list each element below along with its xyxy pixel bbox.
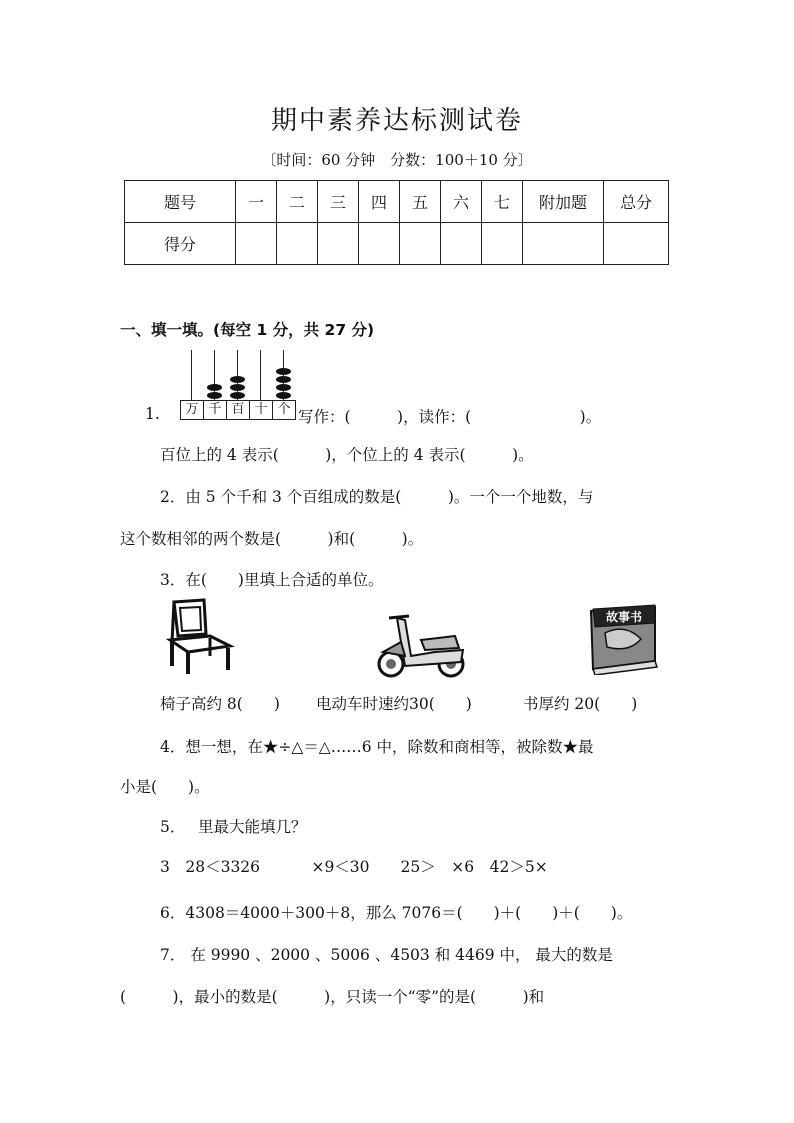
question-3: 3．在( )里填上合适的单位。 <box>160 571 384 589</box>
score-cell[interactable] <box>604 223 669 265</box>
abacus-bead <box>276 376 291 383</box>
question-4-line-a: 4．想一想，在★÷△＝△……6 中，除数和商相等，被除数★最 <box>160 738 594 756</box>
score-cell[interactable] <box>318 223 359 265</box>
abacus-figure <box>180 350 298 422</box>
score-cell[interactable] <box>482 223 523 265</box>
abacus-place: 个 <box>277 402 291 417</box>
abacus-rod <box>260 350 261 400</box>
score-header-cell: 二 <box>277 181 318 223</box>
abacus-bead <box>207 384 222 391</box>
question-1-line-a: 写作：( )，读作：( )。 <box>298 408 602 426</box>
question-2-line-b: 这个数相邻的两个数是( )和( )。 <box>120 530 424 548</box>
question-7-line-a: 7． 在 9990 、2000 、5006 、4503 和 4469 中， 最大的数是 <box>160 946 613 964</box>
abacus-bead <box>276 384 291 391</box>
storybook-title: 故事书 <box>605 610 643 624</box>
score-table <box>124 180 669 265</box>
question-3-book: 书厚约 20( ) <box>523 695 638 713</box>
question-5-items: 3 28＜3326 ×9＜30 25＞ ×6 42＞5× <box>160 858 548 876</box>
score-table-row <box>125 223 669 265</box>
question-1-line-b: 百位上的 4 表示( )，个位上的 4 表示( )。 <box>160 446 534 464</box>
abacus-bead <box>230 384 245 391</box>
score-header-cell: 四 <box>359 181 400 223</box>
chair-image <box>160 598 236 676</box>
score-header-cell: 七 <box>482 181 523 223</box>
abacus-bead <box>276 368 291 375</box>
score-header-cell: 附加题 <box>523 181 604 223</box>
storybook-image <box>585 603 661 675</box>
score-header-cell: 五 <box>400 181 441 223</box>
score-cell[interactable] <box>236 223 277 265</box>
score-header-cell: 一 <box>236 181 277 223</box>
question-3-chair: 椅子高约 8( ) <box>160 695 280 713</box>
question-3-scooter: 电动车时速约30( ) <box>316 695 472 713</box>
score-cell[interactable] <box>359 223 400 265</box>
question-2-line-a: 2．由 5 个千和 3 个百组成的数是( )。一个一个地数，与 <box>160 488 594 506</box>
score-cell[interactable] <box>441 223 482 265</box>
abacus-place: 千 <box>204 401 227 419</box>
score-header-cell: 总分 <box>604 181 669 223</box>
score-cell[interactable] <box>277 223 318 265</box>
section-heading: 一、填一填。(每空 1 分，共 27 分) <box>120 321 375 339</box>
score-cell[interactable] <box>400 223 441 265</box>
abacus-bead <box>230 376 245 383</box>
scooter-image <box>375 612 467 680</box>
question-4-line-b: 小是( )。 <box>120 778 210 796</box>
question-1-number: 1. <box>145 405 160 423</box>
abacus-bead <box>207 392 222 399</box>
page-title: 期中素养达标测试卷 <box>270 106 523 136</box>
score-row-label: 得分 <box>125 223 236 265</box>
question-5: 5． 里最大能填几？ <box>160 818 307 836</box>
abacus-place: 万 <box>181 401 204 419</box>
abacus-place: 十 <box>250 401 273 419</box>
score-cell[interactable] <box>523 223 604 265</box>
score-header-cell: 题号 <box>125 181 236 223</box>
question-6: 6．4308＝4000＋300＋8，那么 7076＝( )＋( )＋( )。 <box>160 904 633 922</box>
abacus-rod <box>191 350 192 400</box>
abacus-bead <box>230 392 245 399</box>
score-header-cell: 六 <box>441 181 482 223</box>
score-table-header-row <box>125 181 669 223</box>
abacus-place: 百 <box>227 401 250 419</box>
score-header-cell: 三 <box>318 181 359 223</box>
abacus-bead <box>276 392 291 399</box>
question-7-line-b: ( )，最小的数是( )，只读一个“零”的是( )和 <box>120 988 545 1006</box>
abacus-place-labels <box>180 400 296 420</box>
exam-info: 〔时间：60 分钟 分数：100＋10 分〕 <box>261 151 533 169</box>
